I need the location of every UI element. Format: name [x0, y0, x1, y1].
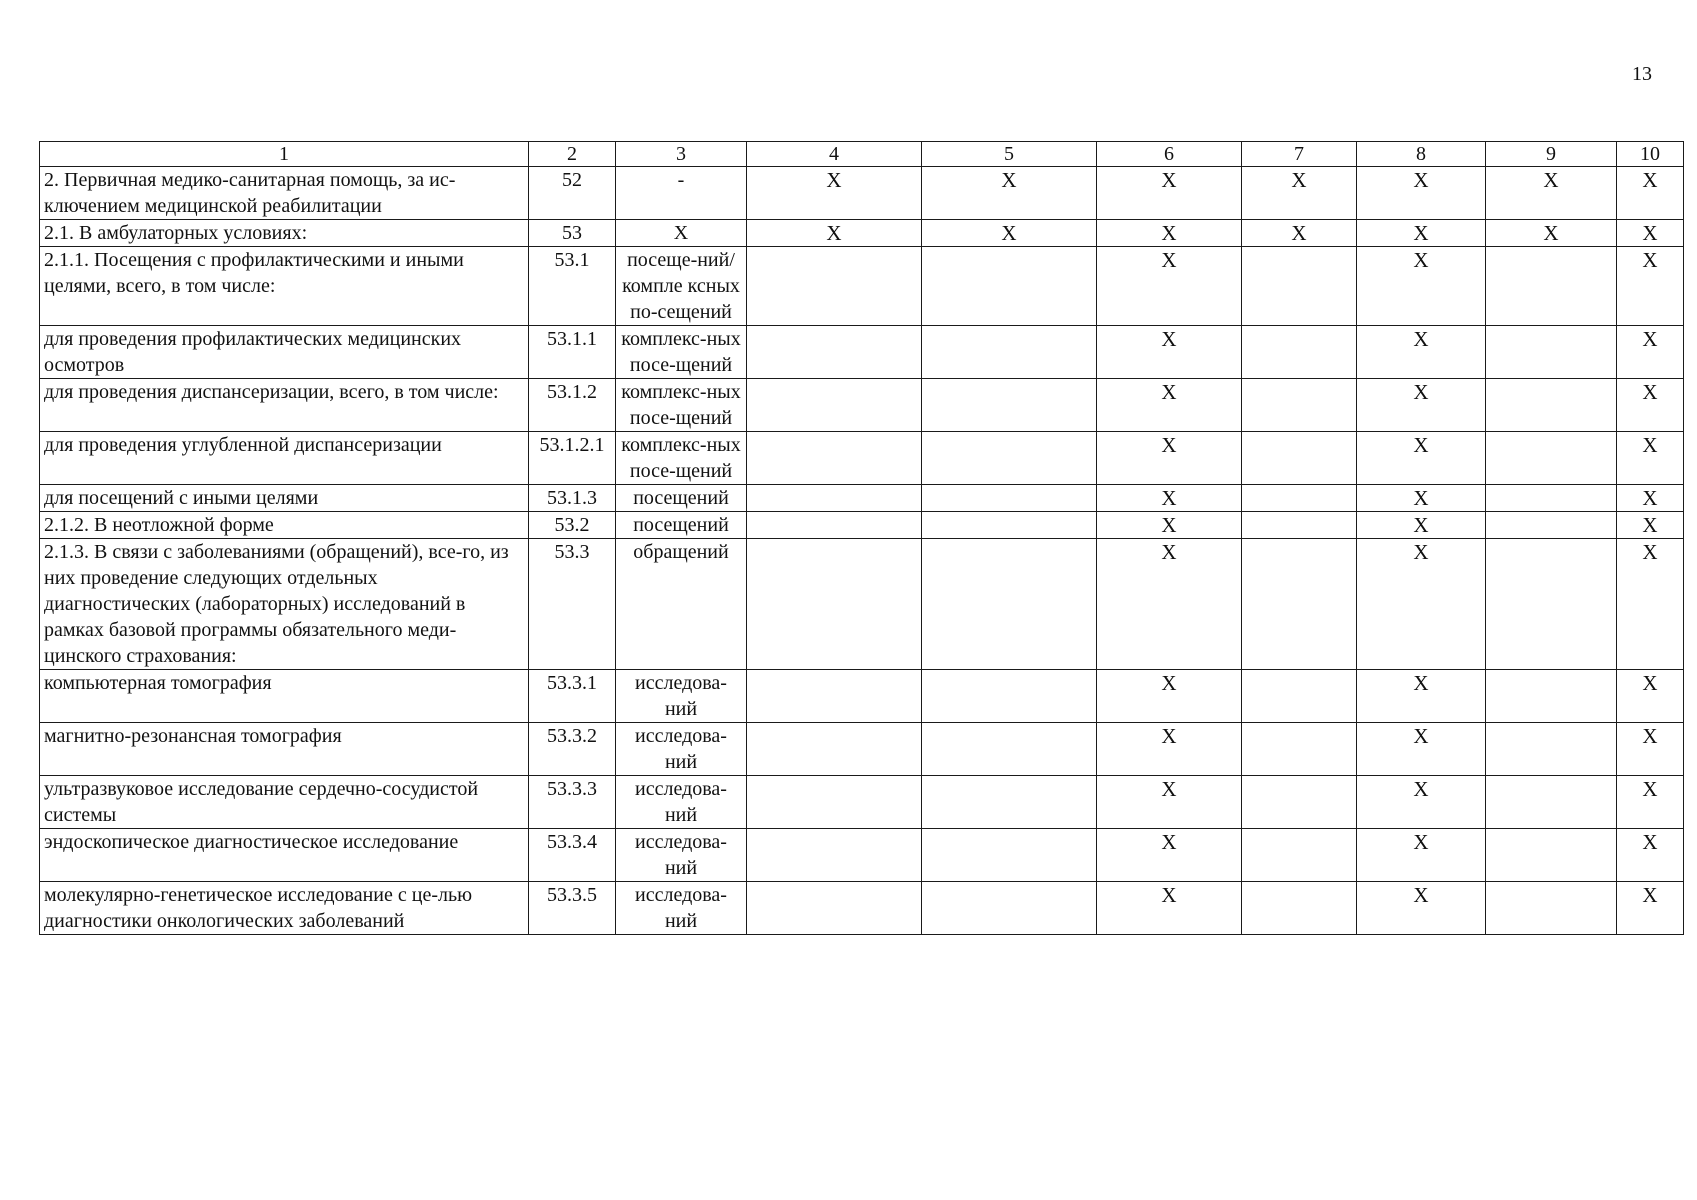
- row-value-cell: [1486, 670, 1617, 723]
- row-value-cell: X: [1097, 882, 1242, 935]
- row-value-cell: [747, 432, 922, 485]
- row-unit-cell: -: [616, 167, 747, 220]
- row-value-cell: X: [1097, 485, 1242, 512]
- row-value-cell: X: [1617, 379, 1684, 432]
- row-value-cell: [922, 670, 1097, 723]
- row-value-cell: [922, 539, 1097, 670]
- row-value-cell: X: [747, 220, 922, 247]
- row-unit-cell: обращений: [616, 539, 747, 670]
- row-value-cell: X: [1617, 512, 1684, 539]
- row-unit-cell: комплекс-ных посе-щений: [616, 379, 747, 432]
- row-value-cell: [747, 247, 922, 326]
- row-value-cell: X: [1617, 247, 1684, 326]
- row-unit-cell: посещений: [616, 512, 747, 539]
- column-header: 4: [747, 142, 922, 167]
- row-code-cell: 53.3.5: [529, 882, 616, 935]
- row-value-cell: X: [1357, 512, 1486, 539]
- row-value-cell: [922, 485, 1097, 512]
- row-value-cell: [747, 485, 922, 512]
- row-value-cell: X: [1097, 326, 1242, 379]
- row-name-cell: для проведения профилактических медицинских осмотров: [40, 326, 529, 379]
- table-row: [40, 829, 1684, 882]
- column-header: 6: [1097, 142, 1242, 167]
- row-name-cell: 2.1.1. Посещения с профилактическими и иными целями, всего, в том числе:: [40, 247, 529, 326]
- column-header: 2: [529, 142, 616, 167]
- row-value-cell: [747, 829, 922, 882]
- row-value-cell: [1242, 326, 1357, 379]
- row-value-cell: [1242, 379, 1357, 432]
- row-code-cell: 53.3.4: [529, 829, 616, 882]
- row-value-cell: [1486, 882, 1617, 935]
- table-row: [40, 220, 1684, 247]
- row-value-cell: X: [1357, 167, 1486, 220]
- row-name-cell: магнитно-резонансная томография: [40, 723, 529, 776]
- row-value-cell: [922, 247, 1097, 326]
- table-row: [40, 539, 1684, 670]
- column-header: 1: [40, 142, 529, 167]
- row-value-cell: X: [1357, 247, 1486, 326]
- row-name-cell: 2.1.2. В неотложной форме: [40, 512, 529, 539]
- row-value-cell: X: [1357, 220, 1486, 247]
- table-row: [40, 512, 1684, 539]
- row-code-cell: 53: [529, 220, 616, 247]
- row-value-cell: X: [1357, 829, 1486, 882]
- row-value-cell: [1242, 247, 1357, 326]
- row-value-cell: X: [1617, 723, 1684, 776]
- row-value-cell: X: [1097, 247, 1242, 326]
- row-name-cell: 2.1. В амбулаторных условиях:: [40, 220, 529, 247]
- row-code-cell: 53.3.2: [529, 723, 616, 776]
- row-value-cell: [747, 776, 922, 829]
- row-value-cell: [747, 379, 922, 432]
- row-value-cell: [747, 670, 922, 723]
- row-value-cell: [922, 882, 1097, 935]
- row-value-cell: X: [1357, 539, 1486, 670]
- row-value-cell: [747, 326, 922, 379]
- row-value-cell: [1486, 539, 1617, 670]
- row-value-cell: X: [1617, 539, 1684, 670]
- column-header: 3: [616, 142, 747, 167]
- table-row: [40, 167, 1684, 220]
- row-value-cell: [1242, 432, 1357, 485]
- row-value-cell: X: [1617, 167, 1684, 220]
- row-unit-cell: X: [616, 220, 747, 247]
- row-value-cell: [922, 326, 1097, 379]
- row-code-cell: 53.3.3: [529, 776, 616, 829]
- row-value-cell: [1242, 539, 1357, 670]
- row-value-cell: X: [1486, 167, 1617, 220]
- column-header: 5: [922, 142, 1097, 167]
- row-code-cell: 53.3.1: [529, 670, 616, 723]
- row-code-cell: 53.1: [529, 247, 616, 326]
- row-code-cell: 53.1.1: [529, 326, 616, 379]
- table-row: [40, 432, 1684, 485]
- row-unit-cell: исследова-ний: [616, 723, 747, 776]
- row-unit-cell: исследова-ний: [616, 882, 747, 935]
- row-value-cell: [1242, 670, 1357, 723]
- row-value-cell: [1486, 247, 1617, 326]
- row-value-cell: [1242, 829, 1357, 882]
- row-value-cell: X: [1097, 379, 1242, 432]
- row-value-cell: X: [1097, 539, 1242, 670]
- row-value-cell: [1242, 723, 1357, 776]
- row-value-cell: X: [1097, 167, 1242, 220]
- row-value-cell: X: [1097, 670, 1242, 723]
- column-header: 9: [1486, 142, 1617, 167]
- row-unit-cell: исследова-ний: [616, 776, 747, 829]
- row-unit-cell: комплекс-ных посе-щений: [616, 432, 747, 485]
- row-value-cell: X: [1617, 829, 1684, 882]
- table-row: [40, 379, 1684, 432]
- column-header: 10: [1617, 142, 1684, 167]
- row-value-cell: [1486, 326, 1617, 379]
- row-value-cell: X: [1617, 776, 1684, 829]
- table-header-row: [40, 142, 1684, 167]
- table-row: [40, 247, 1684, 326]
- row-name-cell: для проведения углубленной диспансеризации: [40, 432, 529, 485]
- row-name-cell: молекулярно-генетическое исследование с це-лью диагностики онкологических заболеваний: [40, 882, 529, 935]
- row-value-cell: [922, 432, 1097, 485]
- row-code-cell: 53.1.3: [529, 485, 616, 512]
- row-value-cell: [922, 723, 1097, 776]
- row-value-cell: X: [1617, 432, 1684, 485]
- row-unit-cell: посеще-ний/компле ксных по-сещений: [616, 247, 747, 326]
- row-value-cell: [1486, 829, 1617, 882]
- row-value-cell: X: [1097, 220, 1242, 247]
- row-value-cell: [747, 512, 922, 539]
- row-value-cell: X: [1097, 723, 1242, 776]
- row-name-cell: 2.1.3. В связи с заболеваниями (обращений), все-го, из них проведение следующих отдельных диагностических (лабораторных) исследований в рамках базовой программы обязательного меди-цинского страхования:: [40, 539, 529, 670]
- row-value-cell: [1486, 432, 1617, 485]
- row-value-cell: X: [922, 167, 1097, 220]
- row-value-cell: X: [1357, 326, 1486, 379]
- row-value-cell: X: [1357, 723, 1486, 776]
- row-value-cell: [1486, 723, 1617, 776]
- page-number: 13: [1632, 63, 1652, 85]
- row-code-cell: 53.3: [529, 539, 616, 670]
- row-value-cell: X: [1097, 512, 1242, 539]
- row-value-cell: [922, 776, 1097, 829]
- column-header: 7: [1242, 142, 1357, 167]
- row-unit-cell: исследова-ний: [616, 670, 747, 723]
- row-name-cell: 2. Первичная медико-санитарная помощь, за ис-ключением медицинской реабилитации: [40, 167, 529, 220]
- row-name-cell: для проведения диспансеризации, всего, в том числе:: [40, 379, 529, 432]
- row-name-cell: эндоскопическое диагностическое исследование: [40, 829, 529, 882]
- row-code-cell: 53.1.2: [529, 379, 616, 432]
- row-value-cell: X: [1357, 776, 1486, 829]
- row-value-cell: [1242, 882, 1357, 935]
- row-value-cell: [1486, 776, 1617, 829]
- row-value-cell: [1486, 512, 1617, 539]
- table-row: [40, 882, 1684, 935]
- row-value-cell: X: [1617, 882, 1684, 935]
- row-value-cell: X: [1097, 432, 1242, 485]
- row-value-cell: X: [1617, 670, 1684, 723]
- row-value-cell: X: [1357, 485, 1486, 512]
- table-row: [40, 485, 1684, 512]
- row-code-cell: 53.2: [529, 512, 616, 539]
- row-value-cell: X: [1486, 220, 1617, 247]
- row-unit-cell: посещений: [616, 485, 747, 512]
- row-value-cell: [1242, 776, 1357, 829]
- row-value-cell: [922, 512, 1097, 539]
- row-value-cell: X: [1617, 485, 1684, 512]
- row-value-cell: X: [1242, 167, 1357, 220]
- row-value-cell: X: [747, 167, 922, 220]
- row-value-cell: X: [1617, 326, 1684, 379]
- row-name-cell: для посещений с иными целями: [40, 485, 529, 512]
- column-header: 8: [1357, 142, 1486, 167]
- row-value-cell: X: [1357, 432, 1486, 485]
- row-value-cell: [1242, 485, 1357, 512]
- table-row: [40, 723, 1684, 776]
- row-code-cell: 53.1.2.1: [529, 432, 616, 485]
- row-value-cell: X: [1357, 882, 1486, 935]
- row-code-cell: 52: [529, 167, 616, 220]
- row-value-cell: [747, 882, 922, 935]
- row-value-cell: [1486, 379, 1617, 432]
- table-row: [40, 776, 1684, 829]
- row-value-cell: X: [1357, 670, 1486, 723]
- table-row: [40, 670, 1684, 723]
- row-value-cell: [922, 379, 1097, 432]
- row-value-cell: X: [1097, 776, 1242, 829]
- data-table: [39, 141, 1684, 935]
- row-value-cell: X: [922, 220, 1097, 247]
- row-value-cell: [1486, 485, 1617, 512]
- row-value-cell: X: [1242, 220, 1357, 247]
- row-value-cell: [747, 539, 922, 670]
- row-name-cell: ультразвуковое исследование сердечно-сосудистой системы: [40, 776, 529, 829]
- row-value-cell: [1242, 512, 1357, 539]
- row-value-cell: X: [1097, 829, 1242, 882]
- row-value-cell: [922, 829, 1097, 882]
- table-row: [40, 326, 1684, 379]
- row-unit-cell: исследова-ний: [616, 829, 747, 882]
- row-value-cell: X: [1617, 220, 1684, 247]
- row-value-cell: X: [1357, 379, 1486, 432]
- row-value-cell: [747, 723, 922, 776]
- row-unit-cell: комплекс-ных посе-щений: [616, 326, 747, 379]
- row-name-cell: компьютерная томография: [40, 670, 529, 723]
